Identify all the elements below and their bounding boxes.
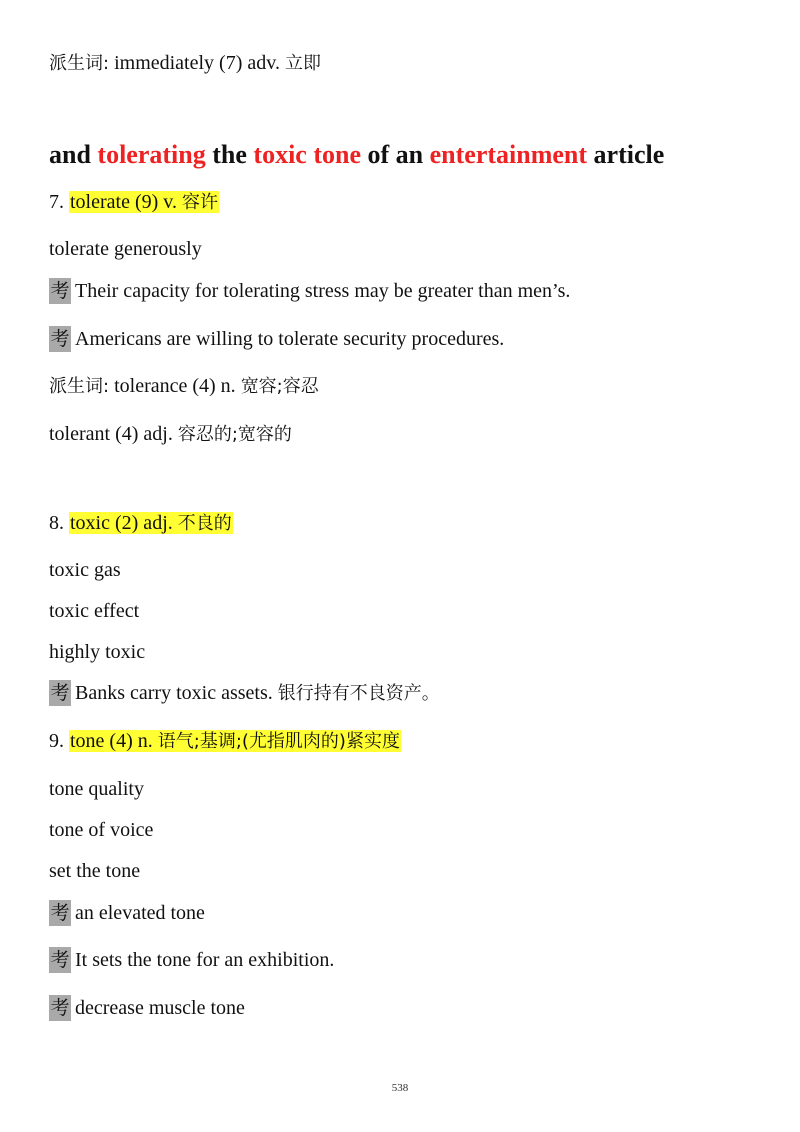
example-text: Americans are willing to tolerate security procedures. — [75, 328, 505, 350]
phrase: toxic gas — [49, 559, 121, 581]
exam-mark: 考 — [50, 280, 70, 302]
heading-part: of an — [361, 140, 430, 169]
exam-example — [49, 326, 504, 352]
exam-example — [49, 947, 334, 973]
entry-7-headword — [49, 189, 219, 216]
headword: tolerate (9) v. — [70, 191, 177, 213]
headword-highlight — [69, 512, 233, 534]
phrase: tone quality — [49, 778, 144, 800]
heading-part: article — [587, 140, 665, 169]
headword-meaning: 不良的 — [177, 513, 232, 534]
entry-8-headword — [49, 510, 233, 537]
example-text: Banks carry toxic assets. — [75, 682, 273, 704]
derivative-prefix: 派生词: — [49, 376, 110, 397]
phrase: toxic effect — [49, 600, 140, 622]
headword: toxic (2) adj. — [70, 512, 173, 534]
derivative-word: immediately (7) adv. — [114, 52, 280, 74]
heading-part: and — [49, 140, 98, 169]
exam-mark: 考 — [50, 902, 70, 924]
exam-mark: 考 — [50, 682, 70, 704]
phrase: highly toxic — [49, 641, 146, 663]
exam-example — [49, 680, 440, 707]
derivative-word: tolerance (4) n. — [114, 375, 236, 397]
exam-example — [49, 995, 245, 1021]
entry-number: 8. — [49, 512, 64, 534]
headword-highlight — [69, 191, 219, 213]
derivative-line-tolerance — [49, 373, 319, 400]
entry-number: 7. — [49, 191, 64, 213]
exam-example — [49, 278, 570, 304]
example-text: It sets the tone for an exhibition. — [75, 949, 335, 971]
headword-meaning: 语气;基调;(尤指肌肉的)紧实度 — [157, 731, 400, 752]
exam-mark: 考 — [50, 328, 70, 350]
headword-meaning: 容许 — [181, 192, 218, 213]
exam-mark: 考 — [50, 949, 70, 971]
phrase: tolerate generously — [49, 238, 202, 260]
page-number: 538 — [391, 1082, 409, 1094]
heading-keyword: tolerating — [97, 140, 206, 169]
section-heading — [49, 139, 664, 171]
example-translation: 银行持有不良资产。 — [277, 683, 440, 704]
derivative-word: tolerant (4) adj. — [49, 423, 173, 445]
derivative-line-tolerant — [49, 421, 292, 448]
headword-highlight — [69, 730, 401, 752]
derivative-meaning: 容忍的;宽容的 — [177, 424, 292, 445]
derivative-line-immediately — [49, 50, 321, 77]
derivative-prefix: 派生词: — [49, 53, 110, 74]
heading-keyword: toxic tone — [253, 140, 361, 169]
phrase: set the tone — [49, 860, 141, 882]
entry-number: 9. — [49, 730, 64, 752]
headword: tone (4) n. — [70, 730, 153, 752]
phrase: tone of voice — [49, 819, 154, 841]
heading-keyword: entertainment — [429, 140, 588, 169]
exam-example — [49, 900, 205, 926]
example-text: decrease muscle tone — [75, 997, 245, 1019]
heading-part: the — [205, 140, 254, 169]
example-text: Their capacity for tolerating stress may be greater than men’s. — [75, 280, 571, 302]
derivative-meaning: 立即 — [284, 53, 321, 74]
entry-9-headword — [49, 728, 401, 755]
example-text: an elevated tone — [75, 902, 205, 924]
exam-mark: 考 — [50, 997, 70, 1019]
derivative-meaning: 宽容;容忍 — [240, 376, 319, 397]
